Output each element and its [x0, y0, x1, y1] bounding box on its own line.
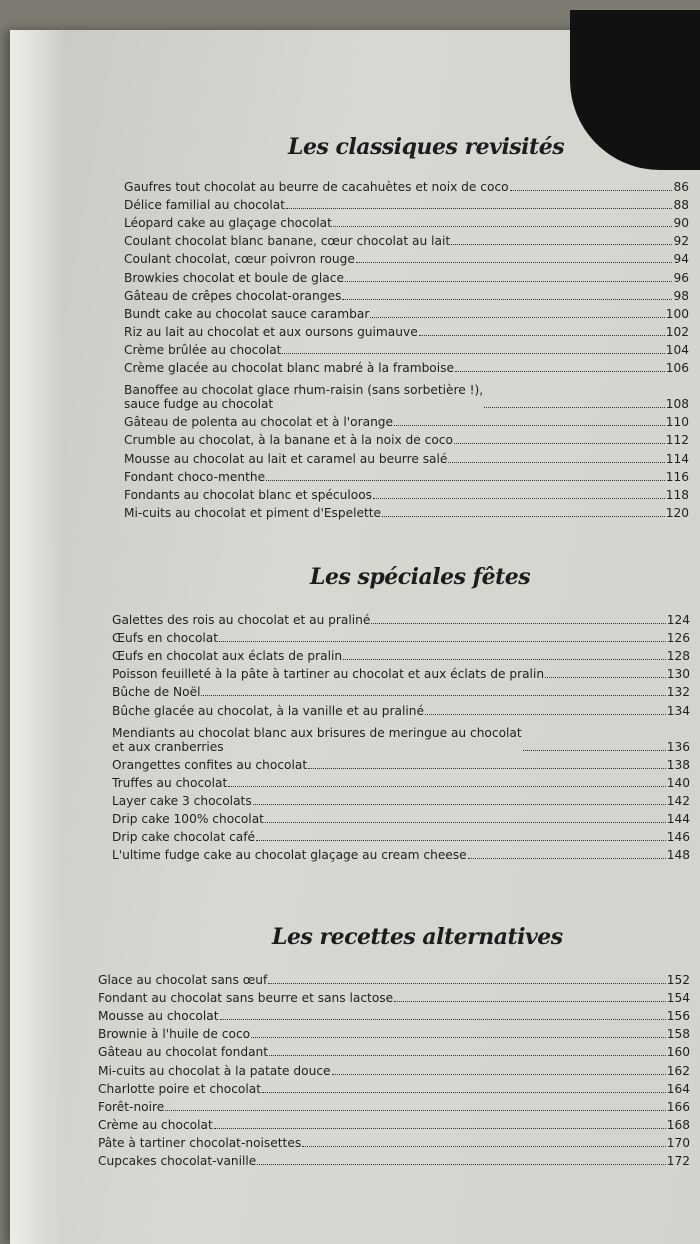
toc-entry-page-number: 164	[666, 1081, 690, 1096]
toc-list-fetes	[112, 609, 690, 862]
toc-entry-title: L'ultime fudge cake au chocolat glaçage au cream cheese	[112, 848, 467, 863]
toc-entry-page-number: 88	[673, 198, 689, 213]
toc-entry	[124, 339, 689, 357]
toc-entry-page-number: 170	[666, 1135, 690, 1150]
toc-entry-page-number: 94	[673, 252, 689, 267]
toc-entry-page-number: 96	[673, 270, 689, 285]
dot-leader	[257, 1164, 665, 1165]
toc-entry-title: Crème brûlée au chocolat	[124, 342, 282, 357]
dot-leader	[266, 480, 665, 481]
toc-entry-title: Bûche de Noël	[112, 685, 201, 700]
toc-entry-page-number: 148	[666, 848, 690, 863]
toc-entry	[112, 754, 690, 772]
toc-entry-title: Pâte à tartiner chocolat-noisettes	[98, 1135, 302, 1150]
toc-entry-page-number: 108	[665, 397, 689, 412]
toc-entry-title: Bundt cake au chocolat sauce carambar	[124, 306, 370, 321]
dot-leader	[219, 641, 666, 642]
toc-entry	[98, 1096, 690, 1114]
toc-entry	[112, 681, 690, 699]
toc-entry-title: Crumble au chocolat, à la banane et à la noix de coco	[124, 433, 453, 448]
dot-leader	[345, 281, 673, 282]
toc-entry	[124, 484, 689, 502]
toc-entry-page-number: 166	[666, 1099, 690, 1114]
dot-leader	[545, 677, 666, 678]
toc-entry	[98, 1023, 690, 1041]
toc-entry-page-number: 146	[666, 830, 690, 845]
toc-entry	[98, 1114, 690, 1132]
dot-leader	[332, 1074, 666, 1075]
toc-entry-page-number: 160	[666, 1045, 690, 1060]
toc-entry-page-number: 130	[666, 667, 690, 682]
toc-entry-title: Délice familial au chocolat	[124, 198, 285, 213]
dot-leader	[214, 1128, 666, 1129]
toc-entry-title: Léopard cake au glaçage chocolat	[124, 216, 332, 231]
dot-leader	[448, 462, 664, 463]
toc-entry-title: Glace au chocolat sans œuf	[98, 973, 268, 988]
toc-entry-page-number: 110	[665, 415, 689, 430]
toc-entry-page-number: 120	[665, 505, 689, 520]
toc-entry	[98, 1078, 690, 1096]
toc-entry-title: Truffes au chocolat	[112, 775, 228, 790]
toc-entry	[124, 230, 689, 248]
toc-entry-page-number: 104	[665, 342, 689, 357]
toc-entry-title: Crème au chocolat	[98, 1117, 213, 1132]
toc-entry-page-number: 118	[665, 487, 689, 502]
toc-entry-page-number: 162	[666, 1063, 690, 1078]
dot-leader	[308, 768, 666, 769]
toc-entry	[124, 321, 689, 339]
toc-entry	[112, 772, 690, 790]
toc-entry-title: Fondant au chocolat sans beurre et sans lactose	[98, 991, 394, 1006]
toc-entry-title: Coulant chocolat blanc banane, cœur chocolat au lait	[124, 234, 451, 249]
toc-entry-title: Brownie à l'huile de coco	[98, 1027, 251, 1042]
toc-entry	[98, 1005, 690, 1023]
dot-leader	[268, 983, 666, 984]
dot-leader	[451, 244, 672, 245]
dot-leader	[165, 1110, 665, 1111]
toc-entry-page-number: 100	[665, 306, 689, 321]
section-title-fetes: Les spéciales fêtes	[310, 564, 531, 590]
toc-entry	[124, 194, 689, 212]
dot-leader	[256, 840, 666, 841]
toc-entry	[112, 826, 690, 844]
toc-entry-title: Mendiants au chocolat blanc aux brisures de meringue au chocolat et aux cranberries	[112, 725, 522, 754]
toc-entry-page-number: 116	[665, 469, 689, 484]
toc-entry-page-number: 140	[666, 775, 690, 790]
dot-leader	[455, 371, 665, 372]
dot-leader	[282, 353, 664, 354]
dot-leader	[394, 425, 665, 426]
toc-entry	[112, 718, 690, 754]
toc-entry	[112, 699, 690, 717]
toc-entry-page-number: 90	[673, 216, 689, 231]
toc-entry-page-number: 92	[673, 234, 689, 249]
toc-entry-title: Mi-cuits au chocolat à la patate douce	[98, 1063, 331, 1078]
toc-entry-page-number: 136	[666, 739, 690, 754]
dot-leader	[253, 804, 666, 805]
toc-entry-page-number: 168	[666, 1117, 690, 1132]
toc-entry	[98, 1059, 690, 1077]
dot-leader	[454, 443, 665, 444]
toc-entry-page-number: 128	[666, 649, 690, 664]
toc-entry-page-number: 106	[665, 361, 689, 376]
toc-entry	[124, 176, 689, 194]
toc-entry	[98, 1132, 690, 1150]
toc-entry	[112, 808, 690, 826]
toc-entry-page-number: 86	[673, 180, 689, 195]
section-title-alternatives: Les recettes alternatives	[272, 924, 563, 950]
toc-entry-title: Fondant choco-menthe	[124, 469, 266, 484]
dot-leader	[343, 659, 666, 660]
toc-list-classiques	[124, 176, 689, 520]
toc-entry	[124, 447, 689, 465]
dot-leader	[484, 407, 665, 408]
toc-entry	[124, 212, 689, 230]
toc-entry-page-number: 112	[665, 433, 689, 448]
dot-leader	[201, 695, 665, 696]
toc-entry	[112, 645, 690, 663]
toc-entry	[124, 285, 689, 303]
toc-entry	[112, 790, 690, 808]
dot-leader	[425, 714, 666, 715]
toc-entry-title: Œufs en chocolat	[112, 631, 219, 646]
toc-entry-title: Mousse au chocolat au lait et caramel au beurre salé	[124, 451, 448, 466]
toc-entry-title: Mousse au chocolat	[98, 1009, 219, 1024]
toc-entry	[124, 429, 689, 447]
toc-entry	[124, 502, 689, 520]
toc-entry-page-number: 144	[666, 812, 690, 827]
dot-leader	[419, 335, 665, 336]
dot-leader	[262, 1092, 666, 1093]
toc-entry-page-number: 98	[673, 288, 689, 303]
toc-entry	[112, 844, 690, 862]
toc-entry-title: Forêt-noire	[98, 1099, 165, 1114]
dark-object-corner	[570, 10, 700, 170]
dot-leader	[265, 822, 666, 823]
dot-leader	[342, 299, 672, 300]
dot-leader	[333, 226, 673, 227]
toc-entry-title: Cupcakes chocolat-vanille	[98, 1154, 257, 1169]
page-fold-shadow	[10, 30, 64, 1244]
toc-entry-title: Poisson feuilleté à la pâte à tartiner au chocolat et aux éclats de pralin	[112, 667, 545, 682]
dot-leader	[468, 858, 666, 859]
dot-leader	[371, 623, 665, 624]
toc-entry-title: Bûche glacée au chocolat, à la vanille et au praliné	[112, 703, 424, 718]
toc-entry-page-number: 126	[666, 631, 690, 646]
toc-entry-title: Drip cake 100% chocolat	[112, 812, 264, 827]
toc-entry	[112, 609, 690, 627]
toc-entry-page-number: 172	[666, 1154, 690, 1169]
dot-leader	[523, 750, 666, 751]
toc-entry	[98, 1041, 690, 1059]
toc-entry-title: Layer cake 3 chocolats	[112, 794, 252, 809]
toc-entry-title: Gâteau de polenta au chocolat et à l'orange	[124, 415, 394, 430]
toc-entry	[124, 375, 689, 411]
toc-entry-title: Gâteau de crêpes chocolat-oranges	[124, 288, 342, 303]
toc-entry	[124, 357, 689, 375]
toc-entry	[98, 1150, 690, 1168]
toc-entry	[98, 969, 690, 987]
toc-entry	[124, 266, 689, 284]
toc-entry-title: Coulant chocolat, cœur poivron rouge	[124, 252, 355, 267]
toc-entry-title: Galettes des rois au chocolat et au praliné	[112, 613, 371, 628]
toc-entry-page-number: 114	[665, 451, 689, 466]
toc-entry-title: Riz au lait au chocolat et aux oursons guimauve	[124, 324, 418, 339]
toc-entry-title: Banoffee au chocolat glace rhum-raisin (sans sorbetière !), sauce fudge au chocolat	[124, 383, 484, 412]
toc-entry-page-number: 102	[665, 324, 689, 339]
dot-leader	[510, 190, 673, 191]
toc-entry-title: Crème glacée au chocolat blanc mabré à la framboise	[124, 361, 454, 376]
toc-list-alternatives	[98, 969, 690, 1168]
toc-entry-page-number: 142	[666, 794, 690, 809]
toc-entry	[124, 466, 689, 484]
dot-leader	[394, 1001, 666, 1002]
toc-entry-title: Gâteau au chocolat fondant	[98, 1045, 269, 1060]
toc-entry-title: Gaufres tout chocolat au beurre de cacahuètes et noix de coco	[124, 180, 509, 195]
dot-leader	[302, 1146, 666, 1147]
dot-leader	[382, 516, 665, 517]
toc-entry-title: Drip cake chocolat café	[112, 830, 256, 845]
toc-entry-page-number: 152	[666, 973, 690, 988]
toc-entry	[124, 411, 689, 429]
toc-entry-page-number: 154	[666, 991, 690, 1006]
toc-entry-title: Charlotte poire et chocolat	[98, 1081, 262, 1096]
toc-entry-title: Browkies chocolat et boule de glace	[124, 270, 344, 285]
book-page	[10, 30, 700, 1244]
section-title-classiques: Les classiques revisités	[288, 134, 565, 160]
toc-entry-page-number: 124	[666, 613, 690, 628]
toc-entry	[112, 663, 690, 681]
dot-leader	[286, 208, 672, 209]
dot-leader	[251, 1037, 666, 1038]
dot-leader	[269, 1055, 666, 1056]
toc-entry	[124, 248, 689, 266]
toc-entry-page-number: 156	[666, 1009, 690, 1024]
toc-entry	[98, 987, 690, 1005]
dot-leader	[370, 317, 664, 318]
toc-entry-title: Œufs en chocolat aux éclats de pralin	[112, 649, 343, 664]
dot-leader	[228, 786, 665, 787]
dot-leader	[220, 1019, 666, 1020]
toc-entry-page-number: 134	[666, 703, 690, 718]
toc-entry-page-number: 138	[666, 757, 690, 772]
toc-entry	[124, 303, 689, 321]
toc-entry	[112, 627, 690, 645]
toc-entry-page-number: 158	[666, 1027, 690, 1042]
toc-entry-title: Orangettes confites au chocolat	[112, 757, 308, 772]
toc-entry-title: Fondants au chocolat blanc et spéculoos	[124, 487, 372, 502]
toc-entry-title: Mi-cuits au chocolat et piment d'Espelette	[124, 505, 382, 520]
dot-leader	[356, 262, 673, 263]
toc-entry-page-number: 132	[666, 685, 690, 700]
dot-leader	[373, 498, 665, 499]
